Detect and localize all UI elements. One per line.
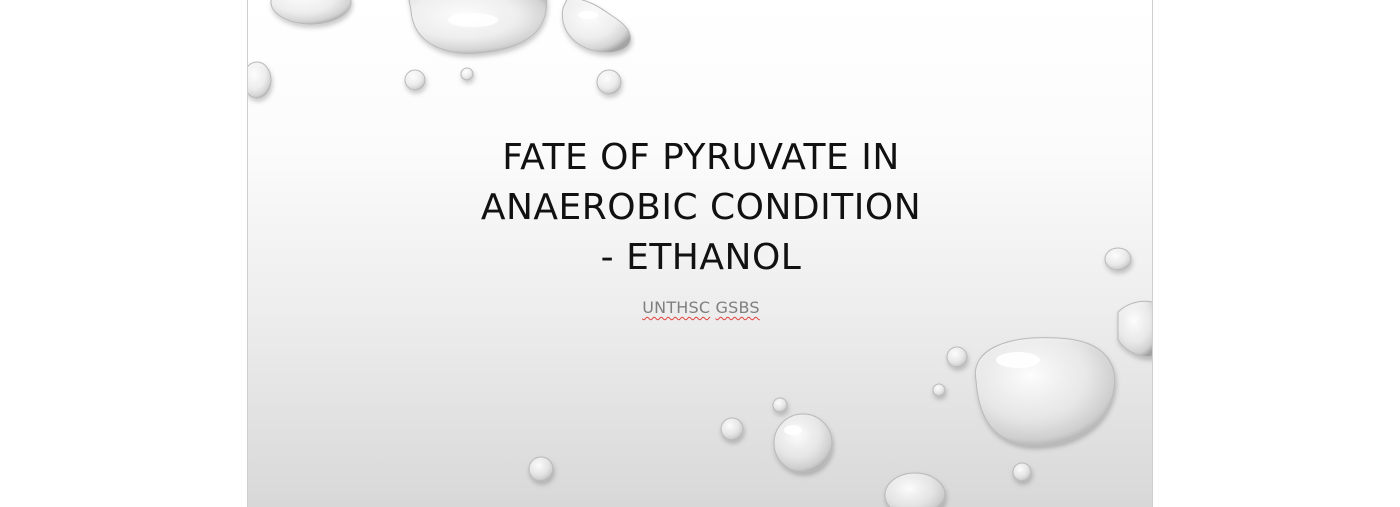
slide-subtitle: [501, 297, 901, 319]
slide-title-line-2: ANAEROBIC CONDITION: [480, 187, 922, 228]
droplet: [885, 473, 945, 507]
droplet: [1013, 463, 1031, 481]
droplet: [529, 457, 553, 481]
subtitle-word-1: UNTHSC: [642, 298, 711, 317]
slide-title: [401, 133, 1001, 283]
slide-title-line-1: FATE OF PYRUVATE IN: [502, 137, 900, 178]
droplet: [248, 62, 271, 98]
droplet: [773, 398, 787, 412]
droplet: [1118, 301, 1153, 356]
droplet: [271, 0, 351, 24]
droplet: [975, 338, 1114, 446]
droplet: [405, 70, 425, 90]
droplet: [947, 347, 967, 367]
droplet: [933, 384, 945, 396]
slide-title-line-3: - ETHANOL: [600, 237, 802, 278]
droplet: [1105, 248, 1131, 270]
droplet: [597, 70, 621, 94]
droplet: [774, 414, 832, 472]
droplet: [721, 418, 743, 440]
droplet: [461, 68, 473, 80]
subtitle-word-2: GSBS: [715, 298, 760, 317]
title-slide[interactable]: [247, 0, 1153, 507]
droplet: [562, 0, 630, 52]
